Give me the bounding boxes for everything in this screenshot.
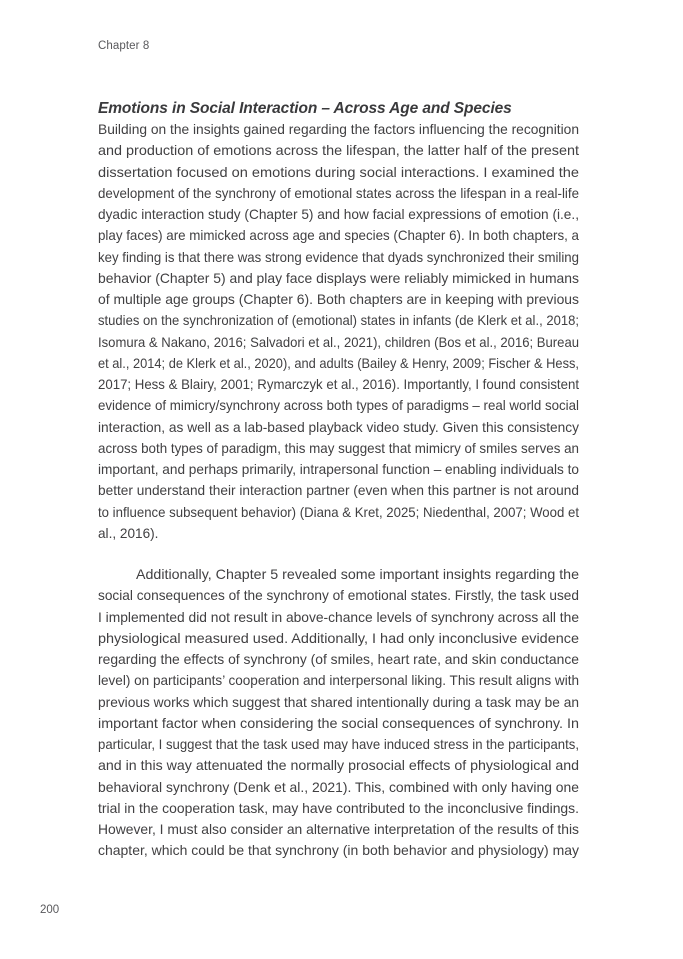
text-line xyxy=(98,204,579,225)
text-line xyxy=(98,840,579,861)
text-line xyxy=(98,417,579,438)
text-line-content: to influence subsequent behavior) (Diana & Kret, 2025; Niedenthal, 2007; Wood et xyxy=(98,504,579,520)
text-line-content: dyadic interaction study (Chapter 5) and how facial expressions of emotion (i.e., xyxy=(98,207,579,222)
text-line-content: interaction, as well as a lab-based playback video study. Given this consistency xyxy=(98,419,579,435)
text-line xyxy=(98,247,579,268)
text-line xyxy=(98,332,579,353)
text-line-content: behavioral synchrony (Denk et al., 2021). This, combined with only having one xyxy=(98,779,579,795)
text-line xyxy=(98,502,579,523)
text-line xyxy=(98,289,579,310)
text-line-content: better understand their interaction partner (even when this partner is not around xyxy=(98,483,579,499)
text-line xyxy=(98,755,579,776)
text-line-content: across both types of paradigm, this may suggest that mimicry of smiles serves an xyxy=(98,440,579,456)
text-line xyxy=(98,438,579,459)
text-line xyxy=(98,353,579,374)
text-line xyxy=(98,798,579,819)
text-line xyxy=(98,225,579,246)
text-line xyxy=(98,585,579,606)
text-line xyxy=(98,119,579,140)
text-line-content: particular, I suggest that the task used may have induced stress in the participants, xyxy=(98,737,579,752)
text-line-content: trial in the cooperation task, may have contributed to the inconclusive findings. xyxy=(98,800,579,816)
text-line-content: important, and perhaps primarily, intrapersonal function – enabling individuals to xyxy=(98,462,579,477)
text-line-content: physiological measured used. Additionally, I had only inconclusive evidence xyxy=(98,630,579,646)
text-line xyxy=(98,480,579,501)
text-line-content: important factor when considering the social consequences of synchrony. In xyxy=(98,715,579,731)
text-line-content: et al., 2014; de Klerk et al., 2020), and adults (Bailey & Henry, 2009; Fischer & Hess, xyxy=(98,355,579,371)
text-line-content: Isomura & Nakano, 2016; Salvadori et al., 2021), children (Bos et al., 2016; Bureau xyxy=(98,334,579,350)
text-line-content: play faces) are mimicked across age and species (Chapter 6). In both chapters, a xyxy=(98,228,579,244)
text-line-content: and production of emotions across the lifespan, the latter half of the present xyxy=(98,143,579,159)
text-line xyxy=(98,607,579,628)
text-line xyxy=(98,670,579,691)
text-line-content: 2017; Hess & Blairy, 2001; Rymarczyk et al., 2016). Importantly, I found consistent xyxy=(98,377,579,392)
text-line-content: Building on the insights gained regarding the factors influencing the recognition xyxy=(98,122,579,137)
text-line xyxy=(98,162,579,183)
text-line xyxy=(98,692,579,713)
text-line-content: development of the synchrony of emotional states across the lifespan in a real-life xyxy=(98,185,579,201)
page-number: 200 xyxy=(40,904,60,916)
text-line xyxy=(98,459,579,480)
text-line-content: I implemented did not result in above-chance levels of synchrony across all the xyxy=(98,609,579,625)
text-line xyxy=(98,734,579,755)
text-line xyxy=(98,268,579,289)
text-line-content: and in this way attenuated the normally prosocial effects of physiological and xyxy=(98,758,579,774)
text-line-content: previous works which suggest that shared intentionally during a task may be an xyxy=(98,694,579,710)
text-line-content: key finding is that there was strong evidence that dyads synchronized their smiling xyxy=(98,249,579,265)
text-line xyxy=(98,819,579,840)
text-line-content: regarding the effects of synchrony (of smiles, heart rate, and skin conductance xyxy=(98,652,579,667)
text-line-content: chapter, which could be that synchrony (in both behavior and physiology) may xyxy=(98,843,579,859)
text-line-content: level) on participants’ cooperation and interpersonal liking. This result aligns with xyxy=(98,673,579,689)
text-line-content: al., 2016). xyxy=(98,525,159,541)
text-line-content: Additionally, Chapter 5 revealed some important insights regarding the xyxy=(136,567,579,582)
text-line-content: studies on the synchronization of (emotional) states in infants (de Klerk et al., 2018; xyxy=(98,313,579,329)
text-line-content: However, I must also consider an alternative interpretation of the results of this xyxy=(98,822,579,837)
paragraph xyxy=(98,119,579,544)
text-line xyxy=(98,183,579,204)
paragraph xyxy=(98,564,579,862)
body-text xyxy=(98,119,579,862)
text-line-content: social consequences of the synchrony of emotional states. Firstly, the task used xyxy=(98,588,579,604)
text-line-content: evidence of mimicry/synchrony across both types of paradigms – real world social xyxy=(98,398,579,414)
text-line xyxy=(98,523,579,544)
text-line xyxy=(98,628,579,649)
text-line xyxy=(98,713,579,734)
text-line-content: of multiple age groups (Chapter 6). Both chapters are in keeping with previous xyxy=(98,292,579,307)
text-line xyxy=(98,374,579,395)
text-line xyxy=(98,564,579,585)
text-line xyxy=(98,310,579,331)
text-line xyxy=(98,649,579,670)
running-header: Chapter 8 xyxy=(98,40,150,52)
text-line xyxy=(98,777,579,798)
section-heading: Emotions in Social Interaction – Across Age and Species xyxy=(98,100,512,117)
text-line xyxy=(98,140,579,161)
text-line-content: behavior (Chapter 5) and play face displays were reliably mimicked in humans xyxy=(98,270,579,286)
text-line xyxy=(98,395,579,416)
text-line-content: dissertation focused on emotions during social interactions. I examined the xyxy=(98,164,579,180)
